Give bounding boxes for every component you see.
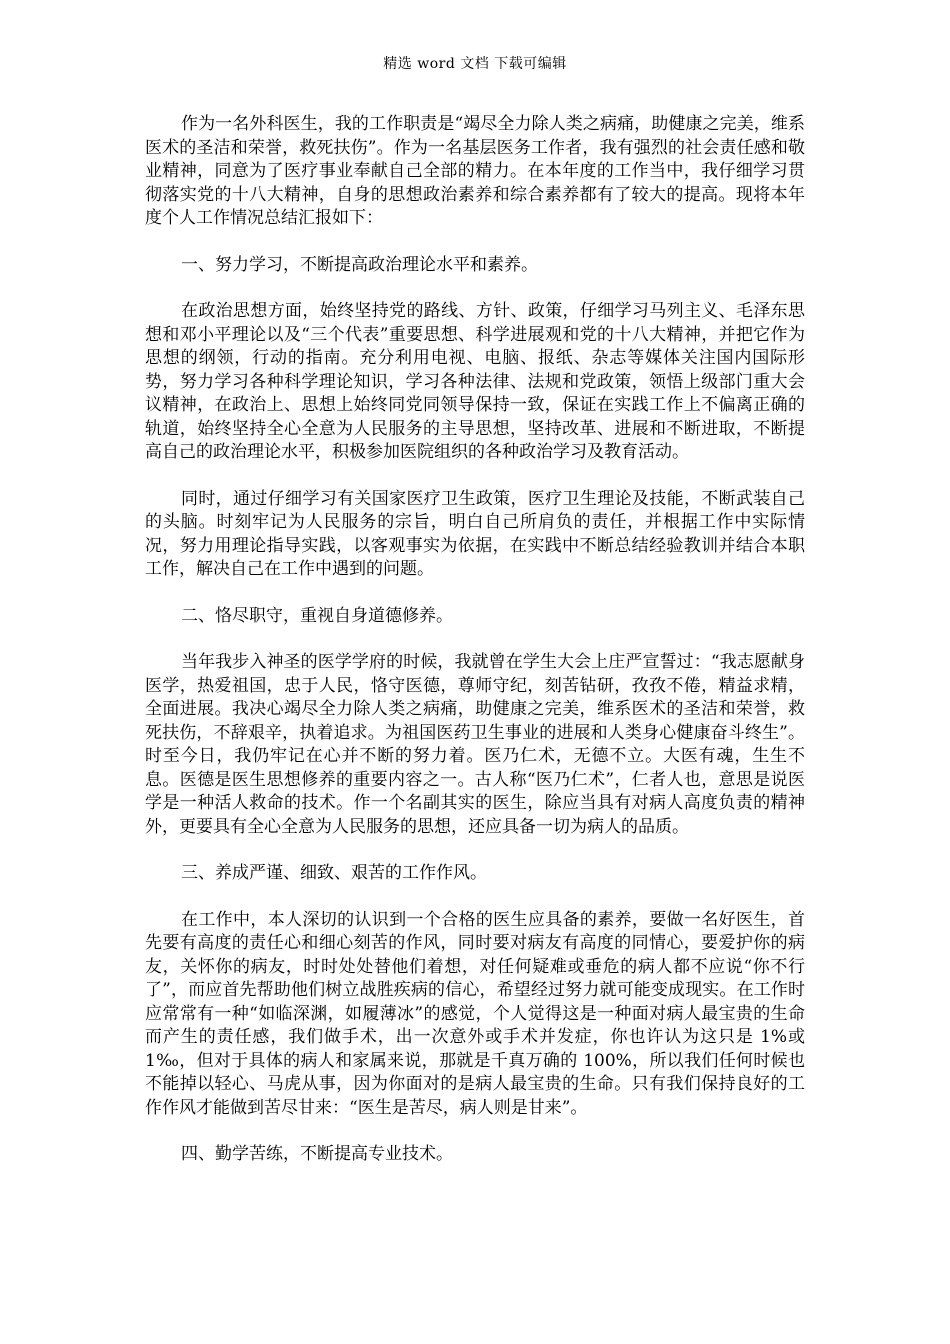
section-heading-4: 四、勤学苦练，不断提高专业技术。 bbox=[181, 1144, 453, 1164]
intro-paragraph: 作为一名外科医生，我的工作职责是“竭尽全力除人类之病痛，助健康之完美，维系医术的圣洁和荣誉，救死扶伤”。作为一名基层医务工作者，我有强烈的社会责任感和敬业精神，同意为了医疗事业奉献自己全部的精力。在本年度的工作当中，我仔细学习贯彻落实党的十八大精神，自身的思想政治素养和综合素养都有了较大的提高。现将本年度个人工作情况总结汇报如下： bbox=[145, 114, 805, 228]
section-1-paragraph-1: 在政治思想方面，始终坚持党的路线、方针、政策，仔细学习马列主义、毛泽东思想和邓小平理论以及“三个代表”重要思想、科学进展观和党的十八大精神，并把它作为思想的纲领，行动的指南。充分利用电视、电脑、报纸、杂志等媒体关注国内国际形势，努力学习各种科学理论知识，学习各种法律、法规和党政策，领悟上级部门重大会议精神，在政治上、思想上始终同党同领导保持一致，保证在实践工作上不偏离正确的轨道，始终坚持全心全意为人民服务的主导思想，坚持改革、进展和不断进取，不断提高自己的政治理论水平，积极参加医院组织的各种政治学习及教育活动。 bbox=[145, 301, 805, 462]
section-heading-2: 二、恪尽职守，重视自身道德修养。 bbox=[181, 605, 453, 626]
page-header: 精选 word 文档 下载可编辑 bbox=[383, 56, 567, 72]
section-2-paragraph: 当年我步入神圣的医学学府的时候，我就曾在学生大会上庄严宣誓过：“我志愿献身医学，热爱祖国，忠于人民，恪守医德，尊师守纪，刻苦钻研，孜孜不倦，精益求精，全面进展。我决心竭尽全力除人类之病痛，助健康之完美，维系医术的圣洁和荣誉，救死扶伤，不辞艰辛，执着追求。为祖国医药卫生事业的进展和人类身心健康奋斗终生”。时至今日，我仍牢记在心并不断的努力着。医乃仁术，无德不立。大医有魂，生生不息。医德是医生思想修养的重要内容之一。古人称“医乃仁术”，仁者人也，意思是说医学是一种活人救命的技术。作一个名副其实的医生，除应当具有对病人高度负责的精神外，更要具有全心全意为人民服务的思想，还应具备一切为病人的品质。 bbox=[145, 652, 805, 837]
section-1-paragraph-2: 同时，通过仔细学习有关国家医疗卫生政策，医疗卫生理论及技能，不断武装自己的头脑。时刻牢记为人民服务的宗旨，明白自己所肩负的责任，并根据工作中实际情况，努力用理论指导实践，以客观事实为依据，在实践中不断总结经验教训并结合本职工作，解决自己在工作中遇到的问题。 bbox=[145, 488, 805, 579]
section-heading-3: 三、养成严谨、细致、艰苦的工作作风。 bbox=[181, 863, 487, 883]
section-heading-1: 一、努力学习，不断提高政治理论水平和素养。 bbox=[181, 254, 538, 275]
section-3-paragraph: 在工作中，本人深切的认识到一个合格的医生应具备的素养，要做一名好医生，首先要有高度的责任心和细心刻苦的作风，同时要对病友有高度的同情心，要爱护你的病友，关怀你的病友，时时处处替他们着想，对任何疑难或垂危的病人都不应说“你不行了”，而应首先帮助他们树立战胜疾病的信心，希望经过努力就可能变成现实。在工作时应常常有一种“如临深渊，如履薄冰”的感觉，个人觉得这是一种面对病人最宝贵的生命而产生的责任感，我们做手术，出一次意外或手术并发症，你也许认为这只是 1%或 1‰，但对于具体的病人和家属来说，那就是千真万确的 100%，所以我们任何时候也不能掉以轻心、马虎从事，因为你面对的是病人最宝贵的生命。只有我们保持良好的工作作风才能做到苦尽甘来：“医生是苦尽，病人则是甘来”。 bbox=[145, 909, 805, 1118]
document-body bbox=[145, 113, 805, 1190]
